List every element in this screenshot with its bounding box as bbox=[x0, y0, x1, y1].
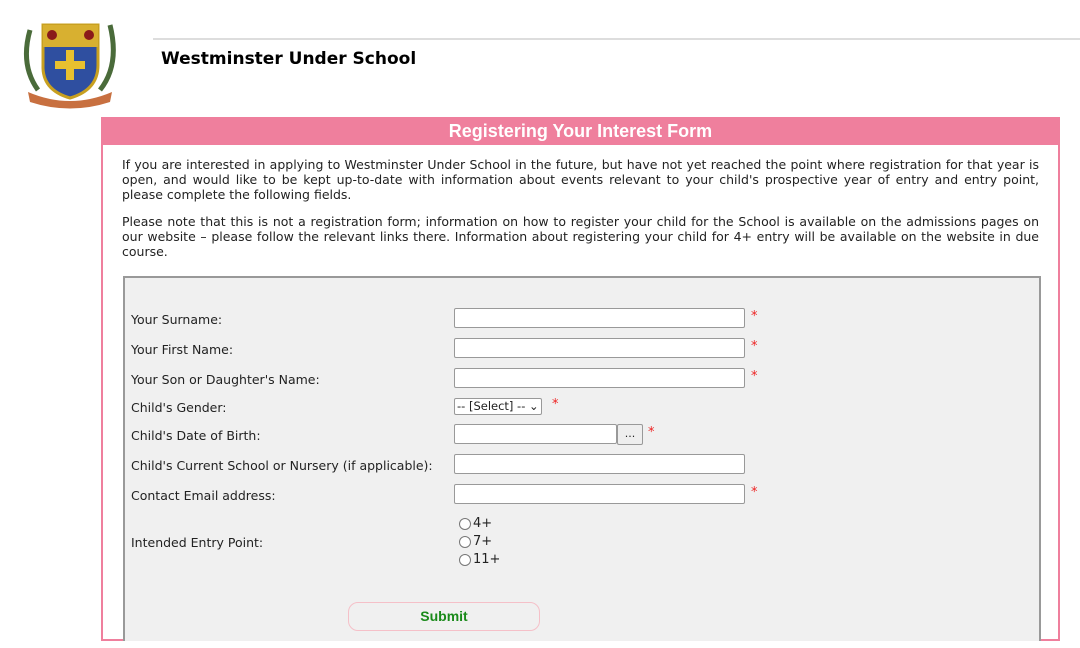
radio-button[interactable] bbox=[459, 518, 471, 530]
submit-button[interactable]: Submit bbox=[348, 602, 540, 631]
option-label: 11+ bbox=[473, 552, 501, 567]
school-crest-logo bbox=[18, 10, 120, 110]
required-mark: * bbox=[751, 369, 758, 384]
entry-option-4plus[interactable] bbox=[459, 516, 492, 531]
option-label: 7+ bbox=[473, 534, 493, 549]
required-mark: * bbox=[648, 425, 655, 440]
required-mark: * bbox=[552, 397, 559, 412]
interest-form-panel bbox=[101, 117, 1060, 641]
email-label: Contact Email address: bbox=[131, 488, 276, 503]
entry-option-11plus[interactable] bbox=[459, 552, 500, 567]
form-fields bbox=[123, 276, 1041, 641]
date-picker-button[interactable]: ... bbox=[617, 424, 643, 445]
gender-select[interactable] bbox=[454, 398, 542, 415]
school-label: Child's Current School or Nursery (if applicable): bbox=[131, 458, 433, 473]
intro-paragraph: If you are interested in applying to Westminster Under School in the future, but have not yet reached the point where registration for that year is open, and would like to be kept up-to-date with information about events relevant to your child's prospective year of entry and entry point, please complete the following fields. bbox=[122, 157, 1039, 202]
first-name-label: Your First Name: bbox=[131, 342, 234, 357]
entry-point-label: Intended Entry Point: bbox=[131, 535, 264, 550]
school-input[interactable] bbox=[454, 454, 745, 474]
dob-input[interactable] bbox=[454, 424, 617, 444]
intro-paragraph: Please note that this is not a registration form; information on how to register your child for the School is available on the admissions pages on our website – please follow the relevant links there. Information about registering your child for 4+ entry will be available on the website in due course. bbox=[122, 214, 1039, 259]
school-name: Westminster Under School bbox=[161, 49, 417, 69]
required-mark: * bbox=[751, 309, 758, 324]
radio-button[interactable] bbox=[459, 554, 471, 566]
email-input[interactable] bbox=[454, 484, 745, 504]
form-title: Registering Your Interest Form bbox=[103, 117, 1058, 145]
chevron-down-icon: ⌄ bbox=[529, 399, 539, 413]
required-mark: * bbox=[751, 339, 758, 354]
header-divider bbox=[153, 38, 1080, 40]
first-name-input[interactable] bbox=[454, 338, 745, 358]
child-name-label: Your Son or Daughter's Name: bbox=[131, 372, 320, 387]
required-mark: * bbox=[751, 485, 758, 500]
option-label: 4+ bbox=[473, 516, 493, 531]
gender-label: Child's Gender: bbox=[131, 400, 227, 415]
radio-button[interactable] bbox=[459, 536, 471, 548]
dob-label: Child's Date of Birth: bbox=[131, 428, 261, 443]
surname-label: Your Surname: bbox=[131, 312, 223, 327]
surname-input[interactable] bbox=[454, 308, 745, 328]
entry-option-7plus[interactable] bbox=[459, 534, 492, 549]
child-name-input[interactable] bbox=[454, 368, 745, 388]
gender-selected-value: -- [Select] -- bbox=[457, 399, 526, 413]
